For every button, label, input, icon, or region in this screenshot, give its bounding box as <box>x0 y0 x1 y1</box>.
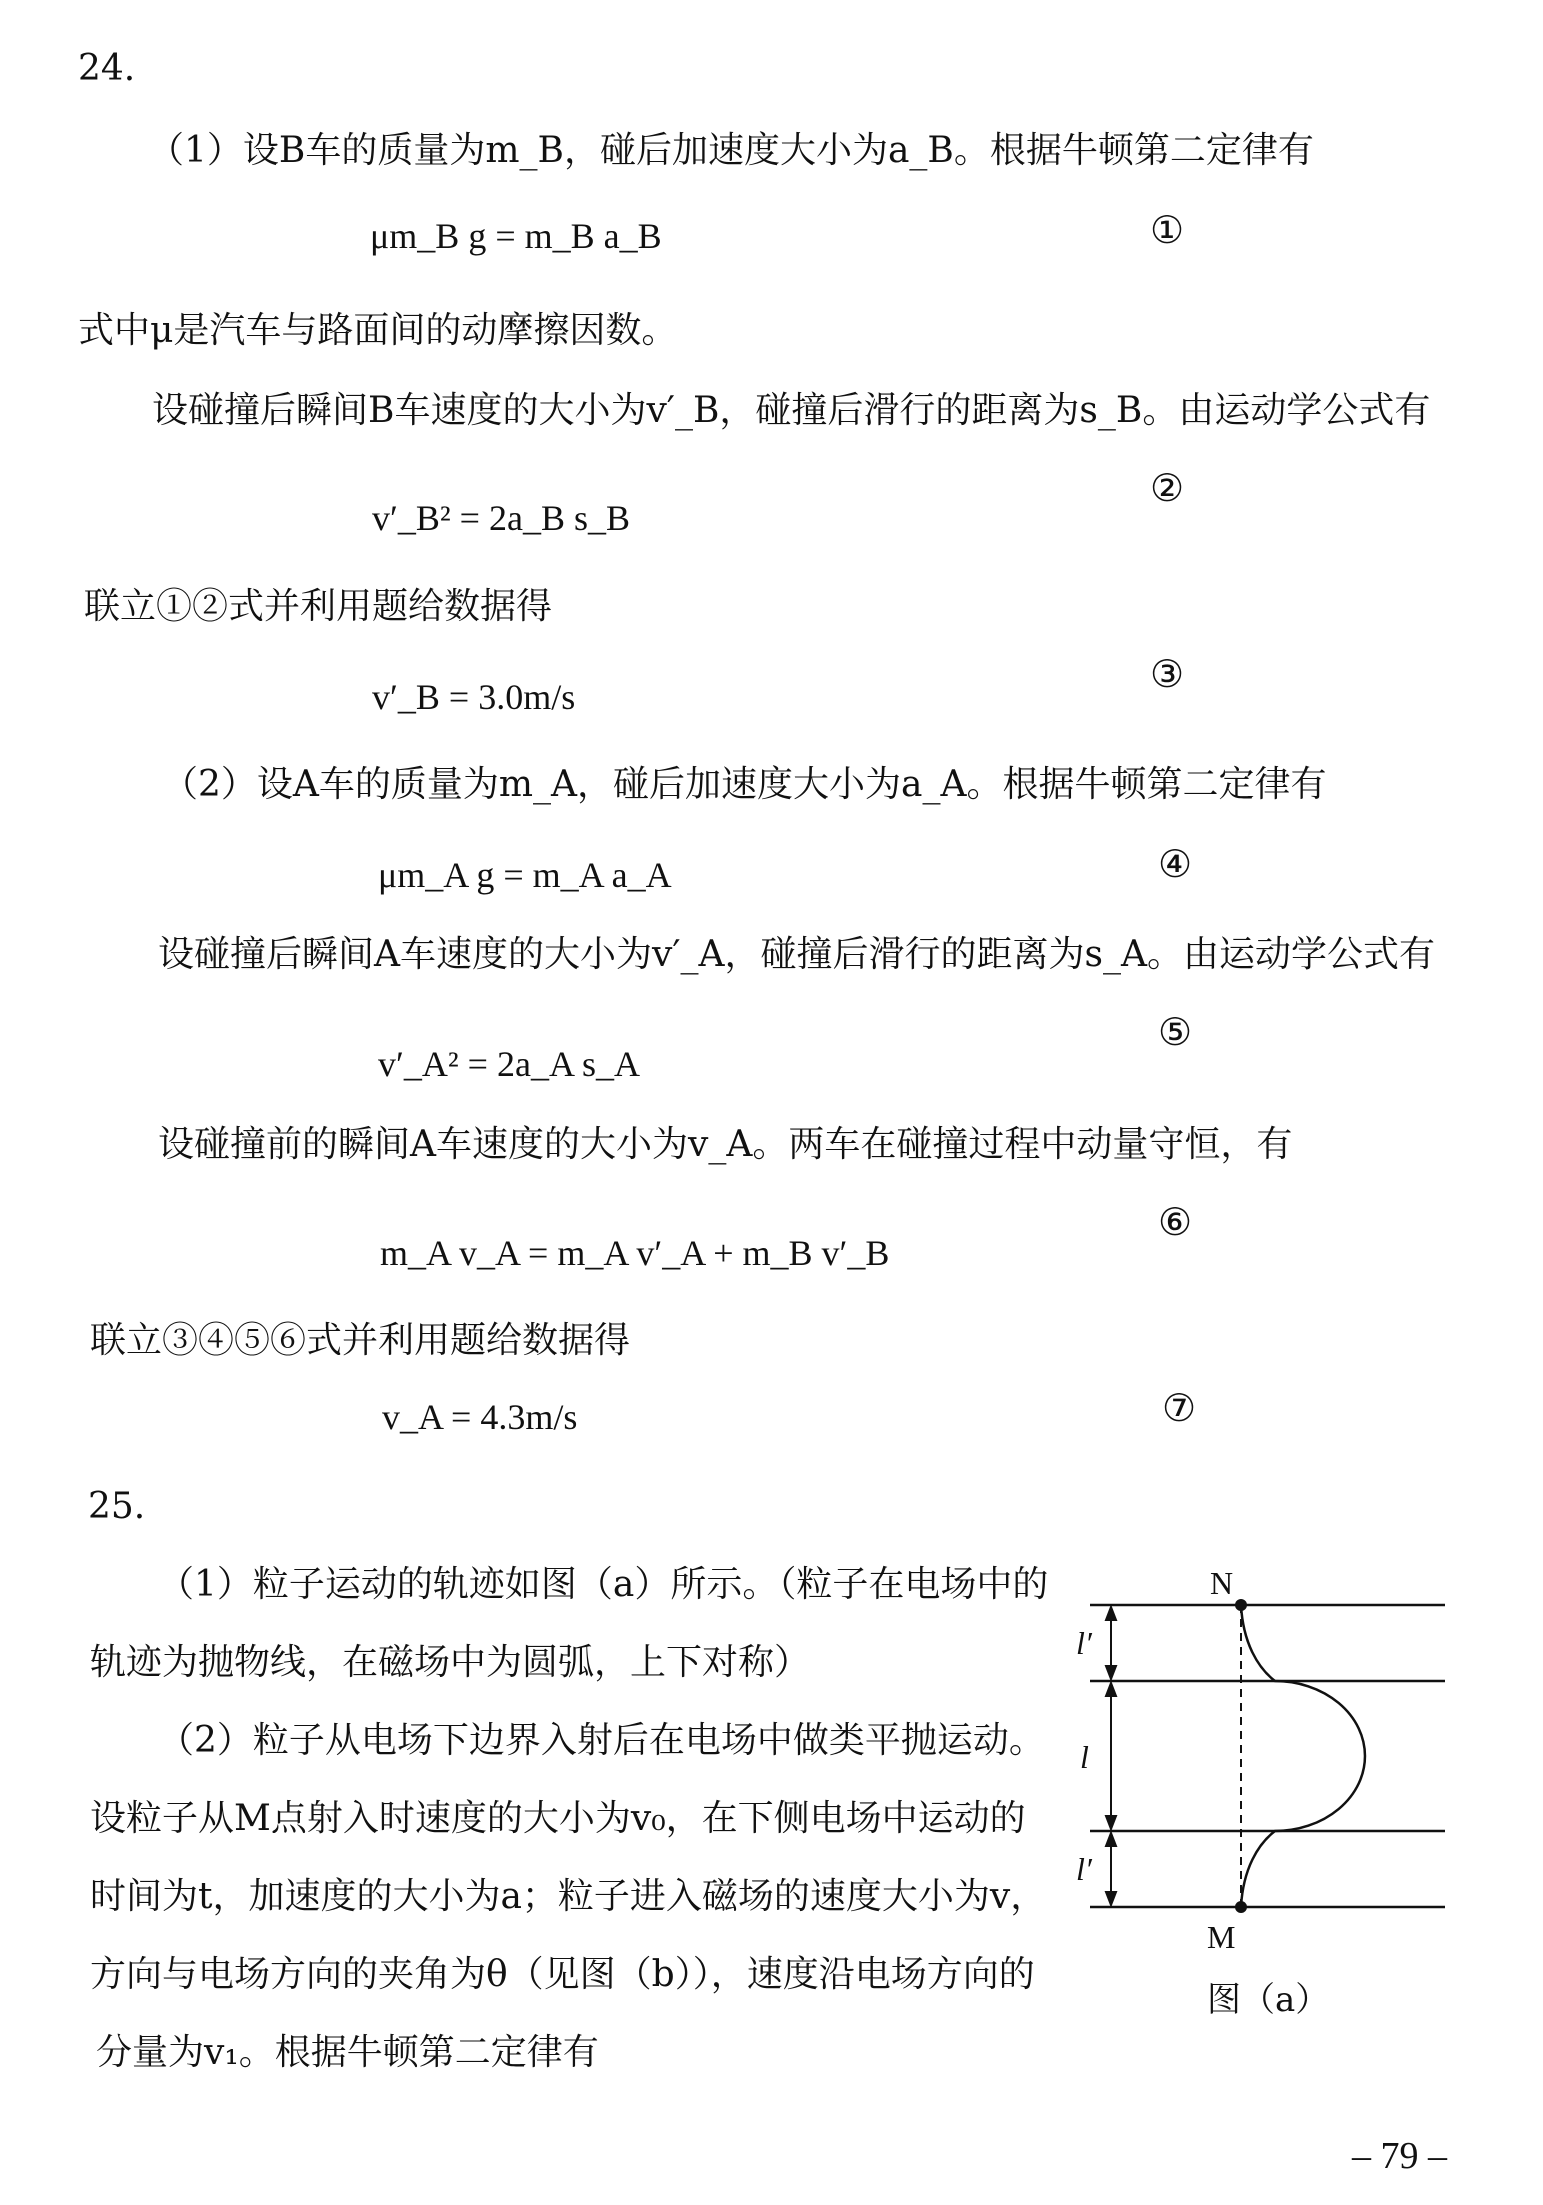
label-l-prime-upper: l′ <box>1076 1625 1092 1661</box>
question-24-number: 24. <box>78 48 136 89</box>
q24-paragraph-3: 设碰撞后瞬间B车速度的大小为v′_B，碰撞后滑行的距离为s_B。由运动学公式有 <box>152 390 1431 431</box>
q24-paragraph-4: 联立①②式并利用题给数据得 <box>84 586 553 627</box>
q25-paragraph-2-line-2: 设粒子从M点射入时速度的大小为v₀，在下侧电场中运动的 <box>90 1798 1026 1839</box>
q24-equation-4: μm_A g = m_A a_A <box>378 855 672 895</box>
figure-a-trajectory-diagram <box>1050 1548 1470 2018</box>
q24-equation-1-number: ① <box>1150 208 1185 252</box>
q24-paragraph-6: 设碰撞后瞬间A车速度的大小为v′_A，碰撞后滑行的距离为s_A。由运动学公式有 <box>158 934 1435 975</box>
q25-paragraph-2-line-1: （2）粒子从电场下边界入射后在电场中做类平抛运动。 <box>158 1720 1045 1761</box>
point-n-dot <box>1235 1599 1247 1611</box>
q24-paragraph-1: （1）设B车的质量为m_B，碰后加速度大小为a_B。根据牛顿第二定律有 <box>148 130 1314 171</box>
q24-equation-7: v_A = 4.3m/s <box>382 1397 578 1437</box>
dimension-lower-arrowhead-top <box>1106 1833 1116 1846</box>
label-l-middle: l <box>1080 1739 1089 1775</box>
q24-paragraph-7: 设碰撞前的瞬间A车速度的大小为v_A。两车在碰撞过程中动量守恒，有 <box>158 1124 1293 1165</box>
figure-a-caption: 图（a） <box>1207 1980 1330 2020</box>
page-number: – 79 – <box>1352 2135 1447 2177</box>
particle-trajectory-curve <box>1241 1605 1365 1907</box>
dimension-middle-arrowhead-top <box>1106 1683 1116 1696</box>
point-m-dot <box>1235 1901 1247 1913</box>
q24-equation-3-number: ③ <box>1150 652 1185 696</box>
label-l-prime-lower: l′ <box>1076 1851 1092 1887</box>
dimension-middle-arrowhead-bottom <box>1106 1816 1116 1829</box>
q25-paragraph-1-line-2: 轨迹为抛物线，在磁场中为圆弧，上下对称） <box>90 1642 811 1683</box>
q24-equation-6-number: ⑥ <box>1158 1200 1193 1244</box>
q25-paragraph-2-line-4: 方向与电场方向的夹角为θ（见图（b）），速度沿电场方向的 <box>90 1954 1035 1995</box>
label-n: N <box>1210 1565 1234 1601</box>
q24-equation-2: v′_B² = 2a_B s_B <box>372 498 630 538</box>
q24-equation-4-number: ④ <box>1158 842 1193 886</box>
q24-equation-5: v′_A² = 2a_A s_A <box>378 1044 640 1084</box>
q24-paragraph-2: 式中μ是汽车与路面间的动摩擦因数。 <box>78 310 678 351</box>
q25-paragraph-1-line-1: （1）粒子运动的轨迹如图（a）所示。（粒子在电场中的 <box>158 1564 1049 1605</box>
q24-paragraph-8: 联立③④⑤⑥式并利用题给数据得 <box>90 1320 631 1361</box>
q25-paragraph-2-line-5: 分量为v₁。根据牛顿第二定律有 <box>96 2032 599 2073</box>
q24-equation-2-number: ② <box>1150 466 1185 510</box>
dimension-upper-arrowhead-bottom <box>1106 1666 1116 1679</box>
dimension-lower-arrowhead-bottom <box>1106 1892 1116 1905</box>
label-m: M <box>1207 1919 1236 1955</box>
q24-equation-5-number: ⑤ <box>1158 1010 1193 1054</box>
q25-paragraph-2-line-3: 时间为t，加速度的大小为a；粒子进入磁场的速度大小为v， <box>90 1876 1047 1917</box>
question-25-number: 25. <box>88 1486 146 1527</box>
q24-paragraph-5: （2）设A车的质量为m_A，碰后加速度大小为a_A。根据牛顿第二定律有 <box>162 764 1327 805</box>
q24-equation-3: v′_B = 3.0m/s <box>372 677 576 717</box>
dimension-upper-arrowhead-top <box>1106 1607 1116 1620</box>
q24-equation-6: m_A v_A = m_A v′_A + m_B v′_B <box>380 1233 890 1273</box>
q24-equation-1: μm_B g = m_B a_B <box>370 216 662 256</box>
q24-equation-7-number: ⑦ <box>1162 1386 1197 1430</box>
